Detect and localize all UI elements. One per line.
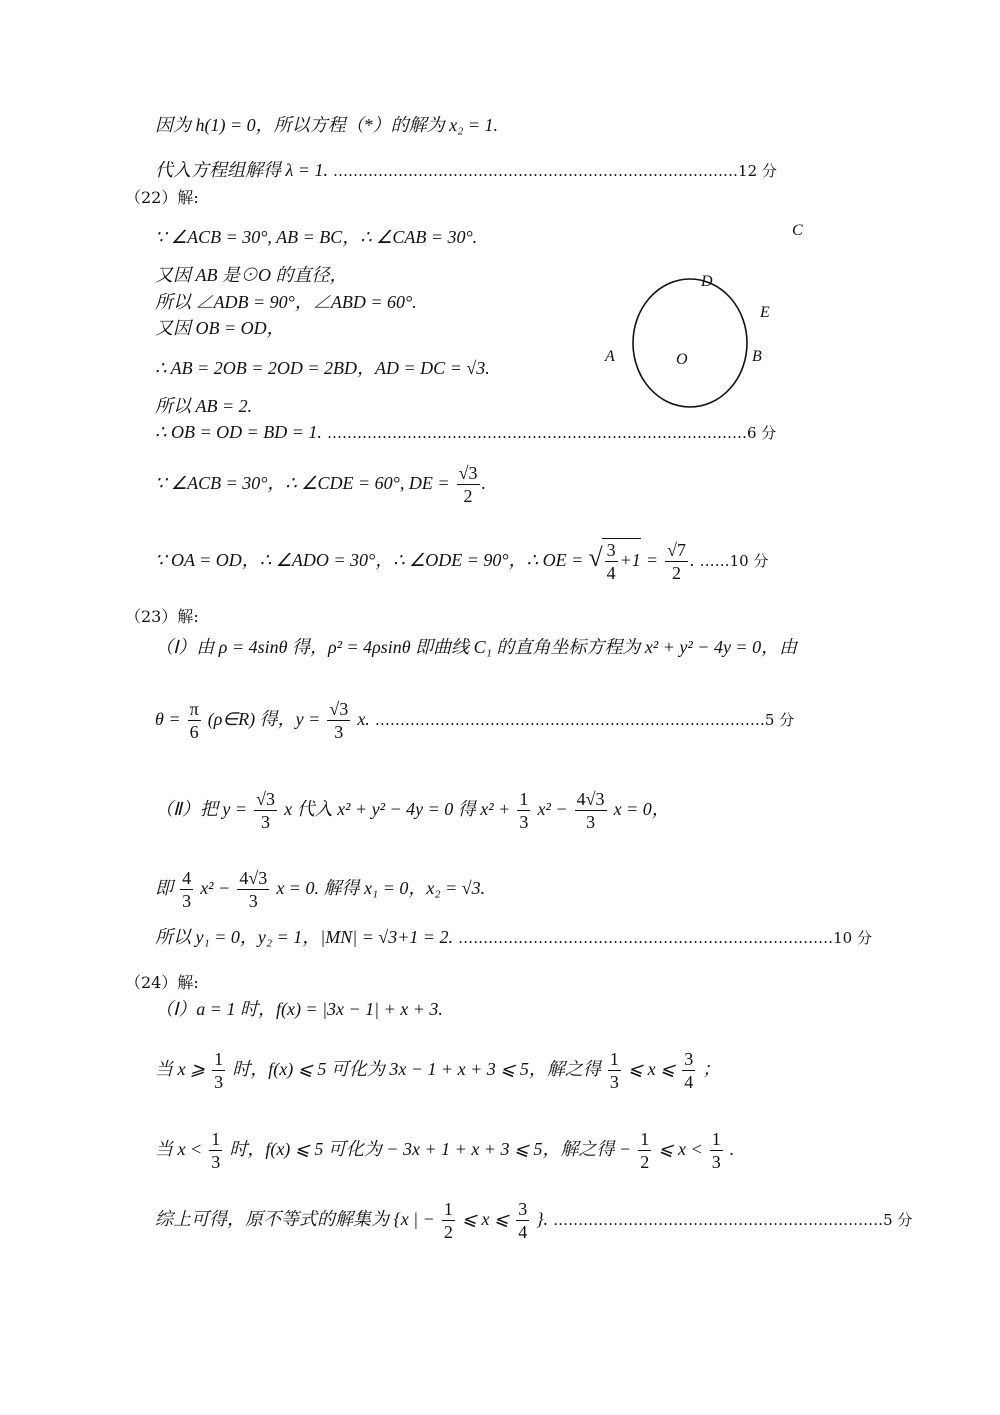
- fraction-1-over-2-a: [638, 1128, 651, 1173]
- line-h1-root: [155, 115, 498, 136]
- text-22-7: ∴ OB = OD = BD = 1.: [155, 422, 322, 442]
- text-23-1: （Ⅰ）由 ρ = 4sinθ 得，ρ² = 4ρsinθ 即曲线 C₁ 的直角坐标方程为 x² + y² − 4y = 0，由: [155, 637, 798, 657]
- q24-label: （24）解:: [125, 973, 199, 992]
- text-h1-root: 因为 h(1) = 0，所以方程（*）的解为 x₂ = 1.: [155, 115, 499, 135]
- frac-den: 6: [189, 722, 199, 742]
- text-22-3: 所以 ∠ADB = 90°，∠ABD = 60°.: [155, 292, 417, 312]
- frac-num: √7: [667, 540, 686, 560]
- text-23-4b: x² −: [200, 878, 231, 898]
- line-23-4: [155, 867, 485, 912]
- line-22-1: [155, 227, 477, 248]
- text-23-4a: 即: [155, 878, 173, 898]
- label-A: A: [605, 348, 615, 365]
- q23-label: （23）解:: [125, 607, 199, 626]
- frac-den: 2: [463, 486, 473, 506]
- frac-den: 3: [334, 722, 344, 742]
- text-22-5: ∴ AB = 2OB = 2OD = 2BD，AD = DC = √3.: [155, 358, 490, 378]
- frac-den: 3: [519, 812, 529, 832]
- frac-den: 3: [609, 1072, 619, 1092]
- fraction-sqrt3-over-3: [327, 698, 350, 743]
- line-24-4: [155, 1198, 912, 1243]
- text-22-2: 又因 AB 是⊙O 的直径，: [155, 265, 348, 285]
- text-22-1: ∵ ∠ACB = 30°, AB = BC，∴ ∠CAB = 30°.: [155, 227, 478, 247]
- line-24-2: [155, 1048, 720, 1093]
- score-10b: 10 分: [833, 929, 872, 947]
- fraction-1-over-3-b: [608, 1048, 621, 1093]
- frac-den: 2: [443, 1222, 453, 1242]
- fraction-sqrt3-over-2: [457, 462, 480, 507]
- score-dots: …………………………………………………………: [553, 1211, 884, 1229]
- text-24-4c: }.: [536, 1209, 549, 1229]
- label-C: C: [792, 222, 803, 239]
- frac-num: π: [189, 699, 199, 719]
- text-23-4c: x = 0. 解得 x₁ = 0，x₂ = √3.: [276, 878, 486, 898]
- score-dots: ………………………………………………………………………: [333, 162, 739, 180]
- circle-figure: [600, 270, 770, 415]
- fraction-sqrt7-over-2: [665, 539, 688, 584]
- frac-den: 3: [211, 1152, 221, 1172]
- frac-num: 1: [214, 1049, 224, 1069]
- frac-num: 1: [211, 1129, 221, 1149]
- text-x: x.: [357, 709, 370, 729]
- line-22-5: [155, 358, 490, 379]
- score-12: 12 分: [738, 162, 777, 180]
- equals-sign: =: [645, 550, 658, 570]
- fraction-4sqrt3-over-3: [237, 867, 269, 912]
- label-D: D: [701, 273, 713, 290]
- fraction-1-over-3-c: [209, 1128, 222, 1173]
- radical-rest: +1: [619, 550, 641, 570]
- radical-body: [602, 538, 641, 584]
- frac-num: 1: [519, 789, 529, 809]
- frac-num: 1: [711, 1129, 721, 1149]
- text-24-4a: 综上可得，原不等式的解集为 {x | −: [155, 1209, 435, 1229]
- radical-sign: √: [588, 543, 603, 572]
- text-24-3a: 当 x <: [155, 1139, 203, 1159]
- frac-den: 3: [261, 812, 271, 832]
- text-23-3b: x 代入 x² + y² − 4y = 0 得 x² +: [284, 799, 511, 819]
- line-24-1: [155, 999, 443, 1020]
- text-22-4: 又因 OB = OD，: [155, 318, 285, 338]
- frac-den: 3: [711, 1152, 721, 1172]
- text-22-9: ∵ OA = OD，∴ ∠ADO = 30°，∴ ∠ODE = 90°，∴ OE =: [155, 550, 584, 570]
- frac-num: 4√3: [576, 789, 605, 809]
- circle-shape: [633, 279, 747, 407]
- text-24-2c: ⩽ x ⩽: [628, 1059, 676, 1079]
- label-E: E: [760, 304, 770, 321]
- text-rho: (ρ∈R) 得，y =: [207, 709, 321, 729]
- line-23-2: [155, 698, 794, 743]
- score-10: ……10 分: [699, 552, 769, 570]
- text-23-3a: （Ⅱ）把 y =: [155, 799, 247, 819]
- frac-num: 3: [606, 540, 616, 560]
- frac-den: 3: [182, 891, 192, 911]
- text-24-3d: .: [729, 1139, 735, 1159]
- frac-num: 4√3: [239, 868, 268, 888]
- line-22-2: [155, 265, 348, 286]
- question-22-heading: [125, 188, 199, 208]
- text-22-6: 所以 AB = 2.: [155, 396, 253, 416]
- text-24-2b: 时，f(x) ⩽ 5 可化为 3x − 1 + x + 3 ⩽ 5，解之得: [232, 1059, 601, 1079]
- line-24-3: [155, 1128, 734, 1173]
- text-23-5: 所以 y₁ = 0，y₂ = 1，|MN| = √3+1 = 2.: [155, 927, 454, 947]
- frac-num: 1: [609, 1049, 619, 1069]
- fraction-3-over-4-a: [682, 1048, 695, 1093]
- frac-den: 3: [248, 891, 258, 911]
- frac-num: 3: [518, 1199, 528, 1219]
- fraction-b: [517, 788, 530, 833]
- text-23-3c: x² −: [537, 799, 568, 819]
- frac-num: 3: [684, 1049, 694, 1069]
- score-dots: …………………………………………………………………………: [326, 424, 747, 442]
- frac-den: 4: [684, 1072, 694, 1092]
- line-22-8: ∵ ∠ACB = 30°，∴ ∠CDE = 60°, DE = $\frac{√3}{2}$ .: [155, 463, 486, 506]
- frac-num: 1: [640, 1129, 650, 1149]
- line-22-3: [155, 292, 417, 313]
- text-theta: θ =: [155, 709, 181, 729]
- text-lambda: 代入方程组解得 λ = 1.: [155, 160, 328, 180]
- score-5b: 5 分: [883, 1211, 913, 1229]
- text-24-3c: ⩽ x <: [658, 1139, 703, 1159]
- text-22-8: ∵ ∠ACB = 30°，∴ ∠CDE = 60°, DE =: [155, 473, 450, 493]
- text-24-3b: 时，f(x) ⩽ 5 可化为 − 3x + 1 + x + 3 ⩽ 5，解之得 −: [229, 1139, 632, 1159]
- line-22-4: [155, 318, 285, 339]
- fraction-a: [254, 788, 277, 833]
- label-O: O: [676, 351, 688, 368]
- fraction-3-over-4: [605, 539, 618, 584]
- frac-num: √3: [329, 699, 349, 719]
- question-24-heading: [125, 973, 199, 993]
- score-5: 5 分: [764, 711, 795, 729]
- fraction-c: [575, 788, 607, 833]
- fraction-3-over-4-b: [516, 1198, 529, 1243]
- frac-den: 4: [606, 563, 616, 583]
- frac-num: √3: [256, 789, 275, 809]
- score-dots: ……………………………………………………………………: [374, 711, 765, 729]
- line-lambda: [155, 160, 777, 181]
- frac-den: 4: [518, 1222, 528, 1242]
- label-B: B: [752, 348, 762, 365]
- question-23-heading: [125, 607, 199, 627]
- frac-den: 2: [640, 1152, 650, 1172]
- text-24-2a: 当 x ⩾: [155, 1059, 206, 1079]
- text-24-1: （Ⅰ）a = 1 时，f(x) = |3x − 1| + x + 3.: [155, 999, 443, 1019]
- text-24-2d: ；: [702, 1059, 721, 1079]
- fraction-1-over-2-b: [442, 1198, 455, 1243]
- frac-den: 3: [586, 812, 596, 832]
- line-22-7: [155, 422, 776, 443]
- frac-num: 1: [443, 1199, 453, 1219]
- fraction-1-over-3-a: [212, 1048, 225, 1093]
- fraction-1-over-3-d: [710, 1128, 723, 1173]
- text-24-4b: ⩽ x ⩽: [461, 1209, 510, 1229]
- line-23-1: [155, 637, 797, 658]
- frac-den: 3: [214, 1072, 224, 1092]
- line-23-5: [155, 927, 872, 948]
- line-22-6: [155, 396, 252, 417]
- frac-den: 2: [672, 563, 682, 583]
- frac-num: 4: [182, 868, 192, 888]
- fraction-pi-over-6: [188, 698, 201, 743]
- frac-num: √3: [458, 463, 478, 483]
- q22-label: （22）解:: [125, 188, 199, 207]
- score-dots: …………………………………………………………………: [458, 929, 834, 947]
- score-6: 6 分: [746, 424, 777, 442]
- line-23-3: [155, 788, 670, 833]
- line-22-9: ∵ OA = OD，∴ ∠ADO = 30°，∴ ∠ODE = 90°，∴ OE = √ $\frac{3}{4}$ +1 = $\frac{√7}{2}$ . ……10 分: [155, 540, 769, 583]
- fraction-4-over-3: [180, 867, 193, 912]
- text-23-3d: x = 0，: [613, 799, 670, 819]
